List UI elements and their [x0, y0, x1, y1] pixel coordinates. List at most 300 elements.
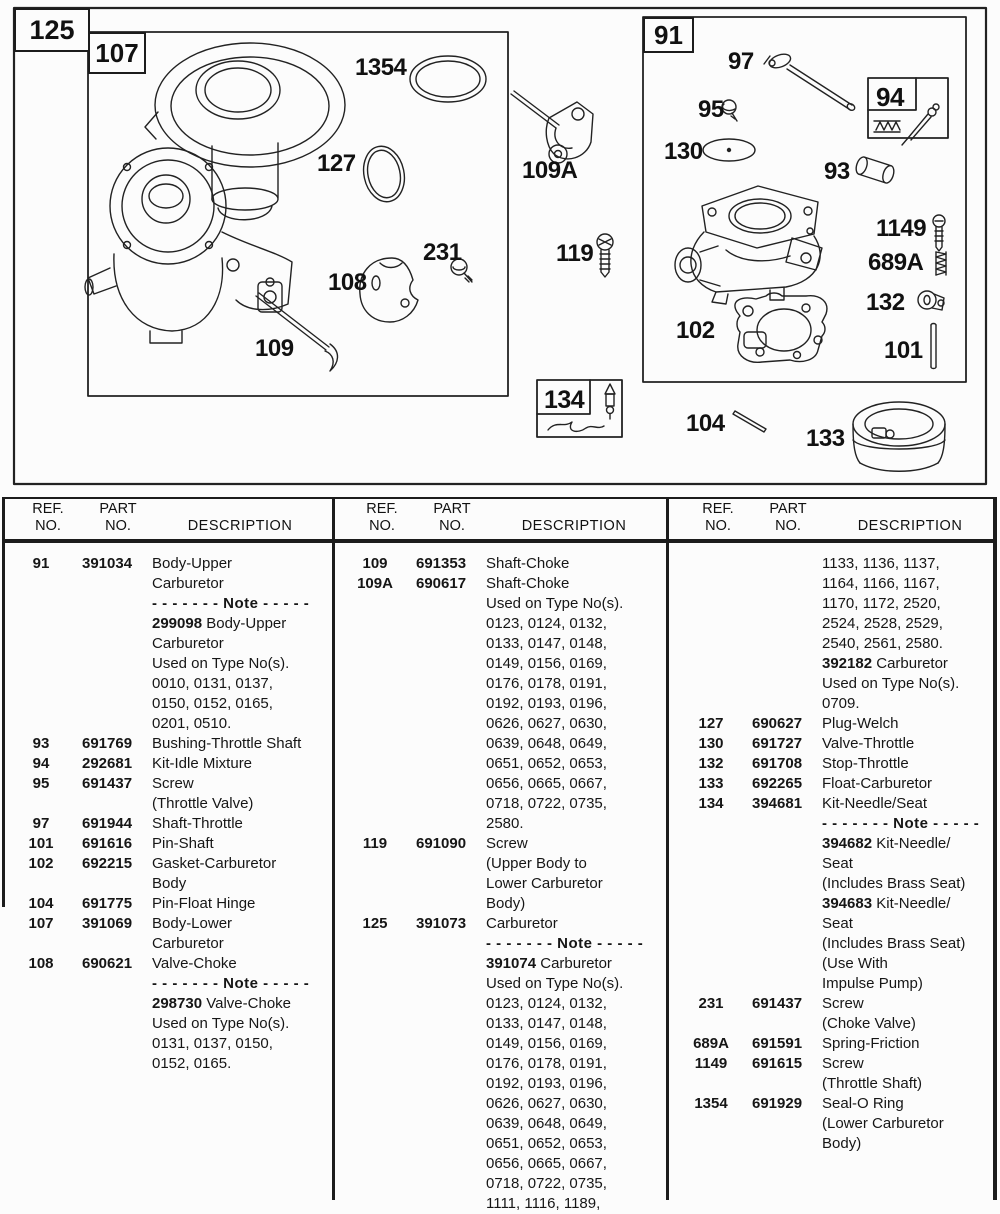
stop-throttle-drawing	[918, 291, 944, 310]
table-row	[6, 814, 330, 834]
callout-119: 119	[556, 240, 594, 267]
ref-no-cell	[340, 614, 410, 634]
throttle-shaft-screw-drawing	[933, 215, 945, 251]
table-row	[6, 834, 330, 854]
table-row	[340, 934, 664, 954]
table-row	[340, 714, 664, 734]
ref-no-cell	[676, 554, 746, 574]
table-row	[676, 794, 992, 814]
upper-body-drawing	[145, 43, 345, 220]
part-no-cell	[416, 634, 482, 654]
ref-no-cell: 130	[698, 735, 724, 752]
description-cell: 0176, 0178, 0191,	[486, 1055, 607, 1072]
description-cell: (Upper Body to	[486, 855, 587, 872]
description-cell: 1164, 1166, 1167,	[822, 575, 940, 592]
table-row	[6, 594, 330, 614]
description-cell: 394682 Kit-Needle/	[822, 835, 951, 852]
table-row	[676, 1054, 992, 1074]
ref-no-cell	[676, 934, 746, 954]
ref-no-cell: 109	[362, 555, 388, 572]
description-cell: Spring-Friction	[822, 1035, 920, 1052]
description-cell: Seat	[822, 855, 853, 872]
description-cell: 2524, 2528, 2529,	[822, 615, 943, 632]
description-cell: Valve-Choke	[152, 955, 237, 972]
callout-108: 108	[328, 269, 367, 296]
table-row	[676, 614, 992, 634]
ref-no-cell	[340, 894, 410, 914]
part-no-cell	[752, 814, 818, 834]
ref-no-cell: 689A	[693, 1035, 729, 1052]
ref-no-cell	[676, 894, 746, 914]
part-no-cell	[416, 1134, 482, 1154]
table-row	[6, 614, 330, 634]
description-cell: 0201, 0510.	[152, 715, 232, 732]
part-no-cell	[752, 874, 818, 894]
table-row	[6, 574, 330, 594]
part-no-cell	[752, 934, 818, 954]
upper-body-91-drawing	[675, 186, 822, 304]
gasket-drawing	[735, 293, 827, 362]
table-row	[340, 1194, 664, 1214]
description-cell: Kit-Needle/Seat	[822, 795, 928, 812]
part-no-cell: 691615	[752, 1055, 803, 1072]
callout-133: 133	[806, 425, 845, 452]
description-cell: 394683 Kit-Needle/	[822, 895, 951, 912]
ref-no-cell	[6, 1054, 76, 1074]
table-row	[340, 874, 664, 894]
description-cell: Seal-O Ring	[822, 1095, 904, 1112]
part-no-cell	[416, 794, 482, 814]
pin-shaft-drawing	[931, 324, 936, 369]
table-row	[340, 1074, 664, 1094]
description-cell: Body)	[486, 895, 526, 912]
table-row	[6, 674, 330, 694]
table-row	[340, 1114, 664, 1134]
ref-no-cell: 119	[362, 835, 388, 852]
part-no-cell: 691591	[752, 1035, 803, 1052]
table-row	[6, 554, 330, 574]
part-no-cell: 691353	[416, 555, 467, 572]
ref-no-cell	[676, 954, 746, 974]
part-no-cell	[416, 1154, 482, 1174]
description-cell: 0150, 0152, 0165,	[152, 695, 273, 712]
ref-no-cell: 133	[698, 775, 724, 792]
part-no-cell	[82, 874, 148, 894]
ref-no-cell	[676, 974, 746, 994]
table-row	[340, 774, 664, 794]
description-cell: Body	[152, 875, 187, 892]
description-cell: (Throttle Shaft)	[822, 1075, 923, 1092]
table-row	[676, 1014, 992, 1034]
description-cell: 0149, 0156, 0169,	[486, 655, 607, 672]
callout-1149: 1149	[876, 215, 927, 242]
part-no-cell	[416, 814, 482, 834]
description-cell: Body)	[822, 1135, 862, 1152]
description-cell: Screw	[822, 995, 864, 1012]
part-no-cell	[82, 994, 148, 1014]
ref-no-cell	[6, 794, 76, 814]
ref-no-cell	[340, 974, 410, 994]
table-row	[6, 914, 330, 934]
part-no-cell: 690627	[752, 715, 803, 732]
description-cell: 0626, 0627, 0630,	[486, 1095, 607, 1112]
description-header: DESCRIPTION	[857, 518, 963, 534]
ref-no-cell	[340, 1074, 410, 1094]
part-no-cell	[416, 1194, 482, 1214]
ref-no-cell: 132	[698, 755, 724, 772]
callout-93: 93	[824, 158, 850, 185]
ref-no-cell	[340, 1054, 410, 1074]
description-cell: Shaft-Choke	[486, 555, 570, 572]
ref-no-cell	[340, 994, 410, 1014]
ref-no-header: REF. NO.	[32, 501, 64, 534]
box-107	[88, 32, 508, 396]
description-cell: (Use With	[822, 955, 888, 972]
table-left-border	[2, 497, 5, 907]
description-cell: 0010, 0131, 0137,	[152, 675, 273, 692]
description-cell: Gasket-Carburetor	[152, 855, 277, 872]
part-no-cell	[416, 1174, 482, 1194]
table-row	[676, 894, 992, 914]
table-row	[6, 954, 330, 974]
part-no-cell	[752, 654, 818, 674]
ref-no-cell	[6, 994, 76, 1014]
part-no-cell	[752, 1014, 818, 1034]
part-no-cell	[416, 874, 482, 894]
table-row	[6, 774, 330, 794]
ref-no-cell	[340, 674, 410, 694]
part-no-cell	[82, 794, 148, 814]
description-cell: 0133, 0147, 0148,	[486, 635, 607, 652]
table-row	[6, 854, 330, 874]
part-no-cell	[416, 734, 482, 754]
part-no-cell	[752, 674, 818, 694]
description-cell: (Includes Brass Seat)	[822, 935, 966, 952]
ref-no-cell: 1149	[694, 1055, 728, 1072]
description-cell: Used on Type No(s).	[822, 675, 960, 692]
part-no-cell	[416, 714, 482, 734]
table-row	[676, 734, 992, 754]
table-row	[6, 754, 330, 774]
table-row	[676, 554, 992, 574]
part-no-cell	[416, 994, 482, 1014]
part-no-cell	[82, 714, 148, 734]
ref-no-cell: 231	[698, 995, 724, 1012]
callout-109: 109	[255, 335, 294, 362]
shaft-choke-109a-drawing	[511, 91, 593, 163]
part-no-cell	[416, 774, 482, 794]
description-cell: 0149, 0156, 0169,	[486, 1035, 607, 1052]
ref-no-cell	[6, 874, 76, 894]
part-no-header: PART NO.	[769, 501, 807, 534]
table-row	[676, 654, 992, 674]
table-row	[676, 834, 992, 854]
table-row	[340, 854, 664, 874]
table-row	[676, 854, 992, 874]
body-screw-drawing	[597, 234, 613, 277]
group-label-134: 134	[544, 386, 585, 414]
description-cell: Seat	[822, 915, 853, 932]
ref-no-cell: 109A	[357, 575, 393, 592]
ref-no-cell	[340, 1094, 410, 1114]
description-cell: Plug-Welch	[822, 715, 899, 732]
ref-no-cell	[340, 734, 410, 754]
table-row	[340, 1094, 664, 1114]
table-row	[340, 654, 664, 674]
ref-no-cell	[6, 1034, 76, 1054]
group-label-91	[643, 17, 694, 53]
description-cell: Used on Type No(s).	[486, 975, 624, 992]
group-label-125-text: 125	[29, 14, 75, 45]
part-no-cell: 691437	[82, 775, 133, 792]
table-row	[6, 974, 330, 994]
ref-no-cell	[676, 594, 746, 614]
description-cell: Screw	[152, 775, 194, 792]
ref-no-cell	[676, 1134, 746, 1154]
part-no-cell	[752, 1074, 818, 1094]
part-no-cell	[752, 974, 818, 994]
ref-no-cell: 93	[32, 735, 50, 752]
table-row	[676, 574, 992, 594]
table-row	[340, 834, 664, 854]
part-no-cell	[416, 1054, 482, 1074]
part-no-cell	[416, 894, 482, 914]
ref-no-cell	[340, 934, 410, 954]
part-no-cell	[82, 574, 148, 594]
parts-list-column-3	[676, 554, 992, 1154]
description-cell: 0192, 0193, 0196,	[486, 1075, 607, 1092]
table-row	[340, 1034, 664, 1054]
callout-109A: 109A	[522, 157, 578, 184]
ref-no-cell: 125	[362, 915, 388, 932]
table-row	[676, 634, 992, 654]
callout-102: 102	[676, 317, 715, 344]
callout-97: 97	[728, 48, 754, 75]
ref-no-cell: 97	[32, 815, 50, 832]
table-row	[340, 1014, 664, 1034]
callout-101: 101	[884, 337, 923, 364]
ref-no-cell	[340, 1014, 410, 1034]
part-no-cell: 691944	[82, 815, 133, 832]
description-cell: Carburetor	[152, 635, 224, 652]
table-row	[340, 794, 664, 814]
description-cell: Used on Type No(s).	[486, 595, 624, 612]
table-row	[340, 594, 664, 614]
description-cell: 0133, 0147, 0148,	[486, 1015, 607, 1032]
description-cell: 1133, 1136, 1137,	[822, 555, 940, 572]
description-cell: Kit-Idle Mixture	[152, 755, 253, 772]
ref-no-cell: 107	[28, 915, 54, 932]
description-header: DESCRIPTION	[187, 518, 293, 534]
part-no-header: PART NO.	[99, 501, 137, 534]
description-cell: Bushing-Throttle Shaft	[152, 735, 302, 752]
table-row	[6, 994, 330, 1014]
part-no-cell: 691929	[752, 1095, 803, 1112]
description-cell: Pin-Float Hinge	[152, 895, 256, 912]
table-row	[676, 934, 992, 954]
description-cell: Used on Type No(s).	[152, 655, 290, 672]
ref-no-cell	[340, 1134, 410, 1154]
part-no-cell	[752, 1134, 818, 1154]
ref-no-cell	[340, 774, 410, 794]
table-row	[6, 934, 330, 954]
description-cell: (Choke Valve)	[822, 1015, 916, 1032]
description-cell: 0639, 0648, 0649,	[486, 735, 607, 752]
part-no-cell: 391069	[82, 915, 133, 932]
table-right-border	[993, 497, 997, 1200]
part-no-cell	[82, 654, 148, 674]
part-no-cell	[82, 594, 148, 614]
table-row	[340, 1054, 664, 1074]
table-row	[340, 674, 664, 694]
part-no-cell	[752, 894, 818, 914]
callout-231: 231	[423, 239, 462, 266]
ref-no-cell	[676, 614, 746, 634]
group-label-107-text: 107	[95, 37, 139, 68]
table-row	[676, 974, 992, 994]
table-row	[676, 1134, 992, 1154]
table-row	[340, 614, 664, 634]
table-top-rule	[4, 497, 996, 499]
pin-float-hinge-drawing	[733, 411, 766, 432]
table-row	[340, 1134, 664, 1154]
description-cell: Impulse Pump)	[822, 975, 923, 992]
part-no-cell	[82, 634, 148, 654]
description-cell: 0656, 0665, 0667,	[486, 1155, 607, 1172]
ref-no-cell	[340, 874, 410, 894]
ref-no-cell	[676, 654, 746, 674]
description-cell: Valve-Throttle	[822, 735, 915, 752]
part-no-header: PART NO.	[433, 501, 471, 534]
ref-no-cell: 134	[698, 795, 724, 812]
part-no-cell	[416, 1094, 482, 1114]
ref-no-cell: 104	[28, 895, 54, 912]
part-no-cell: 391073	[416, 915, 467, 932]
description-cell: (Throttle Valve)	[152, 795, 254, 812]
part-no-cell	[752, 614, 818, 634]
ref-no-cell: 91	[32, 555, 50, 572]
ref-no-cell	[6, 634, 76, 654]
table-row	[6, 1034, 330, 1054]
group-label-125	[14, 8, 90, 52]
description-cell: - - - - - - - Note - - - - -	[152, 595, 310, 612]
part-no-cell: 692265	[752, 775, 803, 792]
description-cell: 0651, 0652, 0653,	[486, 755, 607, 772]
table-row	[340, 814, 664, 834]
table-row	[676, 1074, 992, 1094]
part-no-cell: 391034	[82, 555, 133, 572]
part-no-cell	[752, 594, 818, 614]
table-header-rule	[4, 539, 996, 543]
group-label-94: 94	[876, 82, 904, 112]
description-cell: 0656, 0665, 0667,	[486, 775, 607, 792]
description-cell: Used on Type No(s).	[152, 1015, 290, 1032]
description-cell: 0639, 0648, 0649,	[486, 1115, 607, 1132]
table-row	[676, 874, 992, 894]
ref-no-cell	[340, 1154, 410, 1174]
ref-no-cell	[676, 1114, 746, 1134]
ref-no-cell	[676, 694, 746, 714]
ref-no-cell: 127	[698, 715, 724, 732]
part-no-cell	[752, 574, 818, 594]
description-cell: 298730 Valve-Choke	[152, 995, 291, 1012]
ref-no-cell	[676, 1014, 746, 1034]
callout-95: 95	[698, 96, 724, 123]
part-no-cell	[752, 634, 818, 654]
table-row	[340, 574, 664, 594]
description-cell: Lower Carburetor	[486, 875, 603, 892]
callout-132: 132	[866, 289, 905, 316]
part-no-cell	[82, 974, 148, 994]
ref-no-header: REF. NO.	[366, 501, 398, 534]
description-cell: (Includes Brass Seat)	[822, 875, 966, 892]
throttle-valve-drawing	[703, 139, 755, 161]
ref-no-cell	[340, 594, 410, 614]
part-no-cell	[752, 914, 818, 934]
table-row	[6, 654, 330, 674]
table-row	[6, 634, 330, 654]
description-cell: Shaft-Choke	[486, 575, 570, 592]
part-no-cell	[752, 694, 818, 714]
table-row	[6, 734, 330, 754]
part-no-cell	[416, 614, 482, 634]
table-row	[340, 634, 664, 654]
ref-no-cell	[340, 1194, 410, 1214]
ref-no-cell	[676, 874, 746, 894]
table-row	[6, 874, 330, 894]
part-no-cell	[416, 1014, 482, 1034]
ref-no-cell	[676, 634, 746, 654]
table-row	[676, 694, 992, 714]
part-no-cell	[82, 614, 148, 634]
ref-no-cell	[6, 614, 76, 634]
o-ring-drawing	[410, 56, 486, 102]
ref-no-cell	[6, 714, 76, 734]
part-no-cell	[416, 974, 482, 994]
description-cell: Carburetor	[152, 575, 224, 592]
part-no-cell	[82, 694, 148, 714]
table-row	[676, 1114, 992, 1134]
ref-no-cell	[340, 694, 410, 714]
part-no-cell	[82, 1014, 148, 1034]
table-row	[340, 554, 664, 574]
table-row	[340, 694, 664, 714]
ref-no-cell	[676, 914, 746, 934]
part-no-cell	[416, 754, 482, 774]
table-row	[676, 754, 992, 774]
part-no-cell: 690621	[82, 955, 133, 972]
part-no-cell: 691090	[416, 835, 467, 852]
part-no-cell	[82, 1034, 148, 1054]
part-no-cell: 690617	[416, 575, 467, 592]
table-row	[340, 994, 664, 1014]
part-no-cell	[752, 854, 818, 874]
table-row	[676, 594, 992, 614]
description-cell: 0131, 0137, 0150,	[152, 1035, 273, 1052]
ref-no-cell: 1354	[694, 1095, 728, 1112]
description-cell: 0709.	[822, 695, 860, 712]
part-no-cell: 691769	[82, 735, 133, 752]
ref-no-cell: 94	[32, 755, 50, 772]
part-no-cell	[82, 674, 148, 694]
ref-no-cell: 102	[28, 855, 54, 872]
table-row	[676, 914, 992, 934]
table-row	[676, 954, 992, 974]
part-no-cell	[416, 654, 482, 674]
ref-no-cell	[340, 714, 410, 734]
ref-no-cell	[6, 574, 76, 594]
friction-spring-drawing	[936, 252, 946, 275]
